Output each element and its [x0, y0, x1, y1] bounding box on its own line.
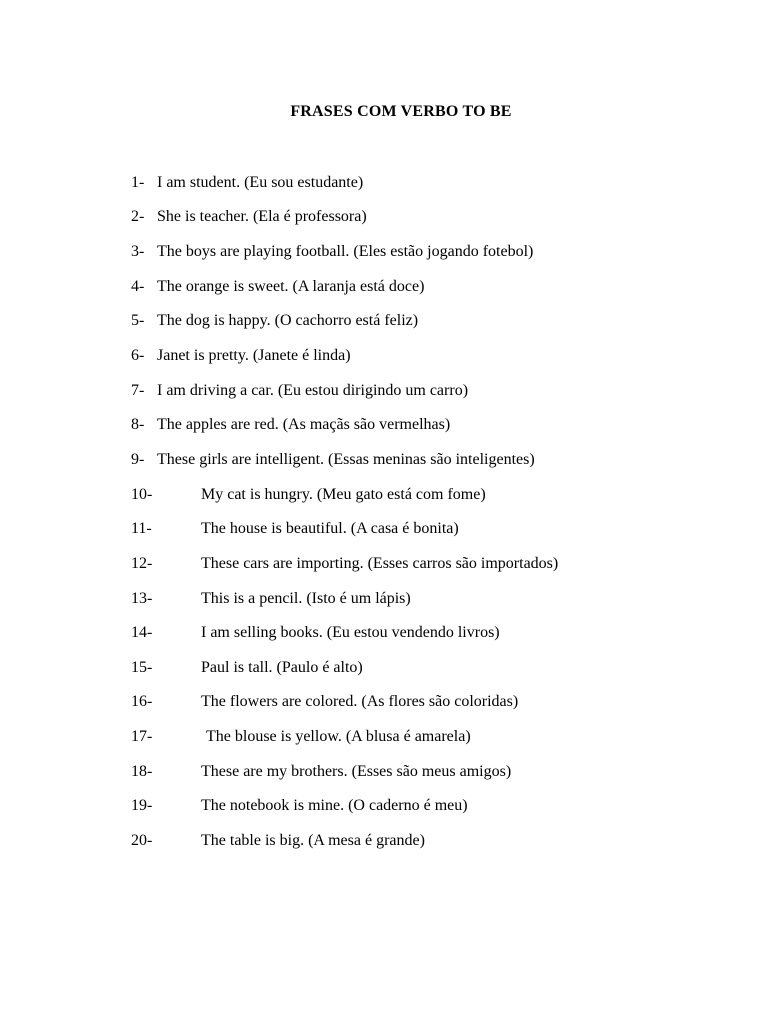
- item-number: 15-: [131, 659, 153, 676]
- list-item: [0, 588, 768, 610]
- item-number: 13-: [131, 590, 153, 607]
- item-text: These are my brothers. (Esses são meus amigos): [201, 763, 512, 780]
- list-item: [0, 726, 768, 748]
- list-item: [0, 518, 768, 540]
- item-text: The house is beautiful. (A casa é bonita): [201, 520, 459, 537]
- item-text: The dog is happy. (O cachorro está feliz): [157, 312, 419, 329]
- item-number: 6-: [131, 347, 145, 364]
- item-text: The flowers are colored. (As flores são coloridas): [201, 693, 519, 710]
- item-number: 19-: [131, 797, 153, 814]
- item-number: 14-: [131, 624, 153, 641]
- item-text: The blouse is yellow. (A blusa é amarela): [206, 728, 471, 745]
- item-number: 12-: [131, 555, 153, 572]
- item-text: The apples are red. (As maçãs são vermelhas): [157, 416, 451, 433]
- list-item: [0, 206, 768, 228]
- item-text: My cat is hungry. (Meu gato está com fome): [201, 486, 486, 503]
- item-number: 4-: [131, 278, 145, 295]
- list-item: [0, 622, 768, 644]
- item-number: 8-: [131, 416, 145, 433]
- item-number: 3-: [131, 243, 145, 260]
- list-item: [0, 830, 768, 852]
- list-item: [0, 172, 768, 194]
- list-item: [0, 484, 768, 506]
- item-number: 10-: [131, 486, 153, 503]
- item-text: Janet is pretty. (Janete é linda): [157, 347, 351, 364]
- item-number: 7-: [131, 382, 145, 399]
- list-item: [0, 310, 768, 332]
- list-item: [0, 657, 768, 679]
- item-number: 9-: [131, 451, 145, 468]
- item-text: I am driving a car. (Eu estou dirigindo um carro): [157, 382, 469, 399]
- item-number: 17-: [131, 728, 153, 745]
- item-text: These cars are importing. (Esses carros são importados): [201, 555, 559, 572]
- item-number: 11-: [131, 520, 152, 537]
- item-number: 20-: [131, 832, 153, 849]
- list-item: [0, 276, 768, 298]
- list-item: [0, 691, 768, 713]
- item-number: 16-: [131, 693, 153, 710]
- item-text: I am selling books. (Eu estou vendendo livros): [201, 624, 500, 641]
- item-text: These girls are intelligent. (Essas meninas são inteligentes): [157, 451, 535, 468]
- list-item: [0, 553, 768, 575]
- list-item: [0, 380, 768, 402]
- list-item: [0, 241, 768, 263]
- item-number: 5-: [131, 312, 145, 329]
- item-text: Paul is tall. (Paulo é alto): [201, 659, 363, 676]
- list-item: [0, 795, 768, 817]
- item-number: 2-: [131, 208, 145, 225]
- list-item: [0, 345, 768, 367]
- item-text: The notebook is mine. (O caderno é meu): [201, 797, 468, 814]
- list-item: [0, 761, 768, 783]
- item-text: I am student. (Eu sou estudante): [157, 174, 364, 191]
- item-number: 18-: [131, 763, 153, 780]
- item-text: This is a pencil. (Isto é um lápis): [201, 590, 411, 607]
- list-item: [0, 449, 768, 471]
- item-text: The boys are playing football. (Eles estão jogando fotebol): [157, 243, 534, 260]
- item-number: 1-: [131, 174, 145, 191]
- item-text: She is teacher. (Ela é professora): [157, 208, 367, 225]
- page-title: FRASES COM VERBO TO BE: [290, 103, 512, 120]
- item-text: The table is big. (A mesa é grande): [201, 832, 425, 849]
- item-text: The orange is sweet. (A laranja está doce): [157, 278, 425, 295]
- list-item: [0, 414, 768, 436]
